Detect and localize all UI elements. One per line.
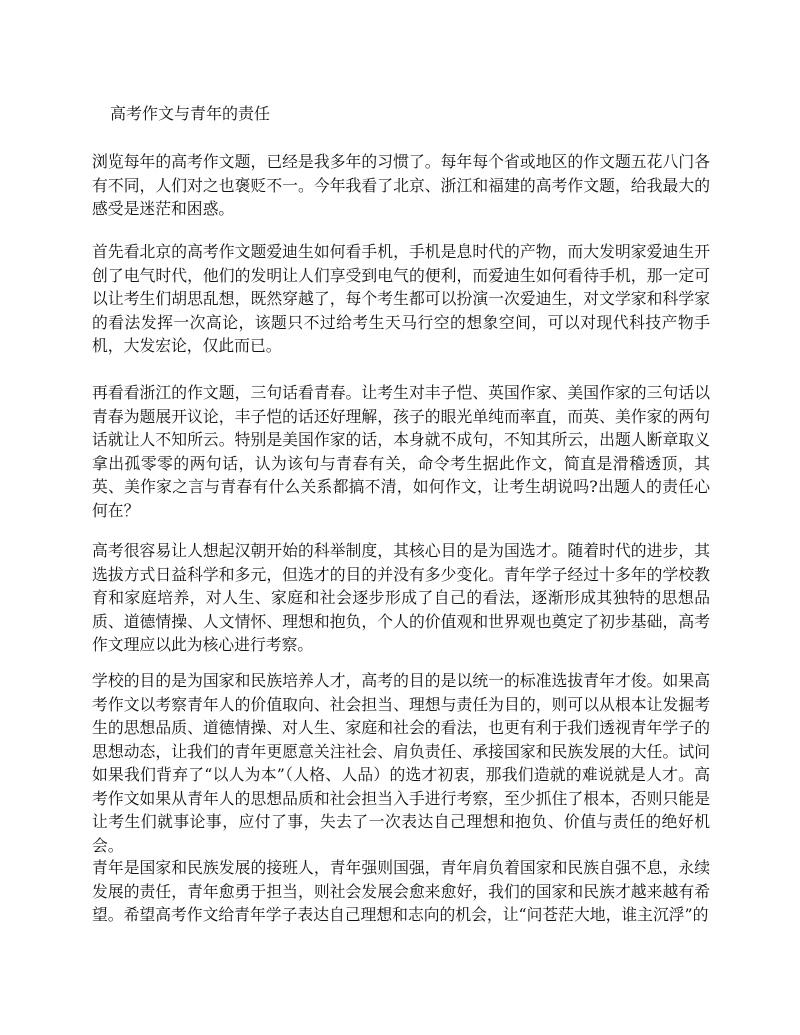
- paragraph-school-purpose: 学校的目的是为国家和民族培养人才，高考的目的是以统一的标准选拔青年才俊。如果高考作文以考察青年人的价值取向、社会担当、理想与责任为目的，则可以从根本让发掘考生的思想品质、道德情操、对人生、家庭和社会的看法，也更有利于我们透视青年学子的思想动态，让我们的青年更愿意关注社会、肩负责任、承接国家和民族发展的大任。试问如果我们背弃了“以人为本”（人格、人品）的选才初衷，那我们造就的难说就是人才。高考作文如果从青年人的思想品质和社会担当入手进行考察，至少抓住了根本，否则只能是让考生们就事论事，应付了事，失去了一次表达自己理想和抱负、价值与责任的绝好机会。: [92, 671, 710, 855]
- paragraph-beijing: 首先看北京的高考作文题爱迪生如何看手机，手机是息时代的产物，而大发明家爱迪生开创了电气时代，他们的发明让人们享受到电气的便利，而爱迪生如何看待手机，那一定可以让考生们胡思乱想，既然穿越了，每个考生都可以扮演一次爱迪生，对文学家和科学家的看法发挥一次高论，该题只不过给考生天马行空的想象空间，可以对现代科技产物手机，大发宏论，仅此而已。: [92, 242, 710, 355]
- paragraph-youth-responsibility: 青年是国家和民族发展的接班人，青年强则国强，青年肩负着国家和民族自强不息，永续发展的责任，青年愈勇于担当，则社会发展会愈来愈好，我们的国家和民族才越来越有希望。希望高考作文给青年学子表达自己理想和志向的机会，让“问苍茫大地，谁主沉浮”的: [92, 858, 710, 924]
- document-title: 高考作文与青年的责任: [110, 104, 271, 123]
- paragraph-zhejiang: 再看看浙江的作文题，三句话看青春。让考生对丰子恺、英国作家、美国作家的三句话以青春为题展开议论，丰子恺的话还好理解，孩子的眼光单纯而率直，而英、美作家的两句话就让人不知所云。特别是美国作家的话，本身就不成句，不知其所云，出题人断章取义拿出孤零零的两句话，认为该句与青春有关，命令考生据此作文，简直是滑稽透顶，其英、美作家之言与青春有什么关系都搞不清，如何作文，让考生胡说吗?出题人的责任心何在？: [92, 383, 710, 520]
- paragraph-intro: 浏览每年的高考作文题，已经是我多年的习惯了。每年每个省或地区的作文题五花八门各有不同，人们对之也褒贬不一。今年我看了北京、浙江和福建的高考作文题，给我最大的感受是迷茫和困惑。: [92, 152, 710, 218]
- paragraph-keju: 高考很容易让人想起汉朝开始的科举制度，其核心目的是为国选才。随着时代的进步，其选拔方式日益科学和多元，但选才的目的并没有多少变化。青年学子经过十多年的学校教育和家庭培养，对人生、家庭和社会逐步形成了自己的看法，逐渐形成其独特的思想品质、道德情操、人文情怀、理想和抱负，个人的价值观和世界观也奠定了初步基础，高考作文理应以此为核心进行考察。: [92, 541, 710, 654]
